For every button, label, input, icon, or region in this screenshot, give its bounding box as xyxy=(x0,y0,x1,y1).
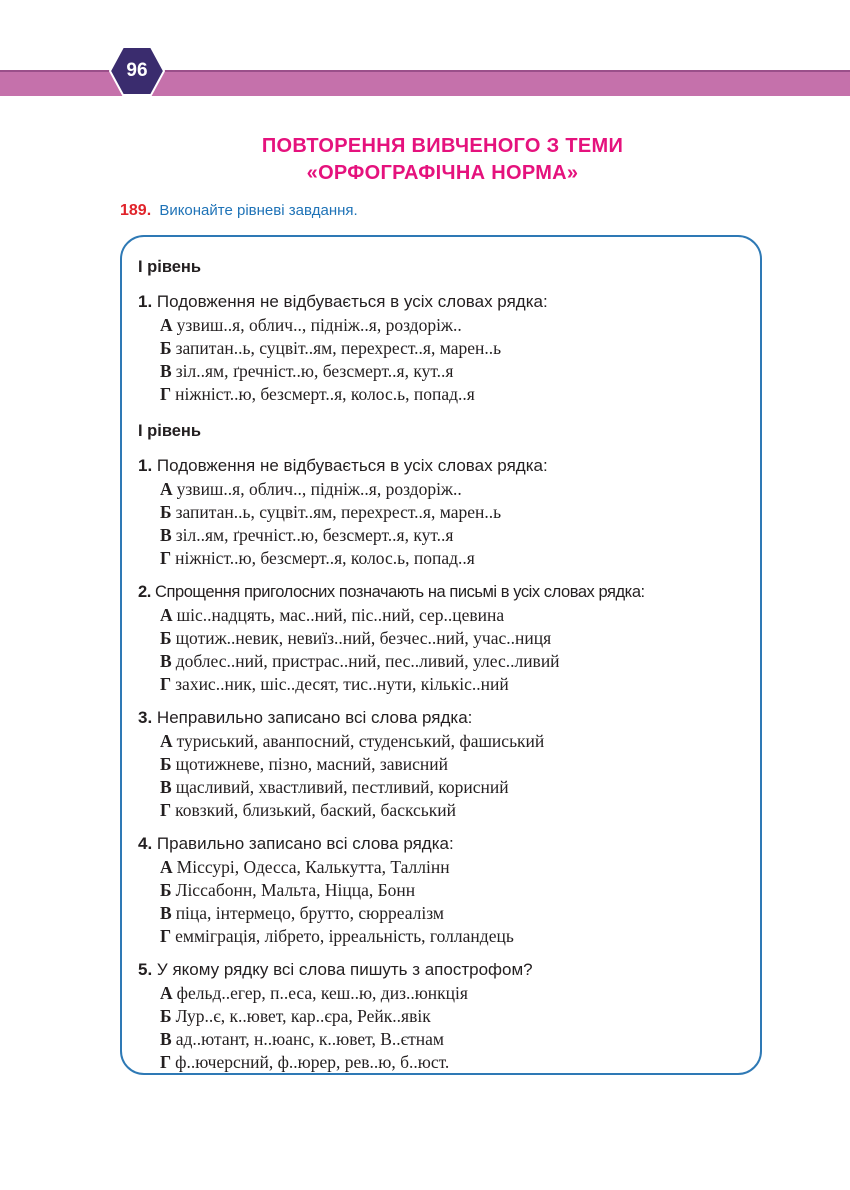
answer-option xyxy=(160,730,758,753)
option-letter: Б xyxy=(160,1006,172,1026)
option-letter: Г xyxy=(160,548,172,568)
level-block xyxy=(138,416,758,1074)
answer-option xyxy=(160,337,758,360)
question xyxy=(138,706,758,730)
answer-option xyxy=(160,1005,758,1028)
option-text: ковзкий, близький, баский, баскський xyxy=(175,800,457,820)
option-text: щасливий, хвастливий, пестливий, корисний xyxy=(175,777,509,797)
option-letter: А xyxy=(160,315,173,335)
option-letter: В xyxy=(160,1029,172,1049)
answer-option xyxy=(160,879,758,902)
answer-option xyxy=(160,524,758,547)
answer-option xyxy=(160,925,758,948)
option-text: фельд..егер, п..еса, кеш..ю, диз..юнкція xyxy=(176,983,468,1003)
question-number: 1. xyxy=(138,456,153,475)
option-text: захис..ник, шіс..десят, тис..нути, кількіс..ний xyxy=(175,674,509,694)
option-text: щотижневе, пізно, масний, зависний xyxy=(175,754,448,774)
option-letter: Г xyxy=(160,1052,172,1072)
option-letter: Б xyxy=(160,880,172,900)
option-letter: Б xyxy=(160,338,172,358)
question-number: 5. xyxy=(138,960,153,979)
option-letter: Г xyxy=(160,926,172,946)
option-text: узвиш..я, облич.., підніж..я, роздоріж.. xyxy=(176,315,462,335)
answer-option xyxy=(160,360,758,383)
option-letter: Г xyxy=(160,384,172,404)
option-text: ніжніст..ю, безсмерт..я, колос.ь, попад..я xyxy=(175,548,475,568)
option-text: ад..ютант, н..юанс, к..ювет, В..єтнам xyxy=(175,1029,444,1049)
answer-option xyxy=(160,673,758,696)
answer-option xyxy=(160,753,758,776)
option-text: ф..ючерсний, ф..юрер, рев..ю, б..юст. xyxy=(175,1052,450,1072)
task-content xyxy=(138,252,758,1084)
answer-option xyxy=(160,799,758,822)
option-text: піца, інтермецо, брутто, сюрреалізм xyxy=(175,903,444,923)
question-number: 1. xyxy=(138,292,153,311)
option-text: зіл..ям, ґречніст..ю, безсмерт..я, кут..я xyxy=(175,525,454,545)
answer-option xyxy=(160,383,758,406)
option-text: Ліссабонн, Мальта, Ніцца, Бонн xyxy=(175,880,416,900)
question-text: Подовження не відбувається в усіх словах рядка: xyxy=(156,292,548,311)
option-text: щотиж..невик, невиїз..ний, безчес..ний, учас..ниця xyxy=(175,628,552,648)
answer-option xyxy=(160,547,758,570)
option-letter: А xyxy=(160,731,173,751)
page-title xyxy=(0,133,850,187)
option-text: узвиш..я, облич.., підніж..я, роздоріж.. xyxy=(176,479,462,499)
option-letter: А xyxy=(160,479,173,499)
answer-option xyxy=(160,604,758,627)
question xyxy=(138,580,758,604)
option-letter: А xyxy=(160,605,173,625)
option-letter: А xyxy=(160,983,173,1003)
option-text: емміграція, лібрето, ірреальність, голландець xyxy=(175,926,514,946)
exercise-number: 189. xyxy=(120,202,152,219)
question xyxy=(138,958,758,982)
page-title-line-2: «ОРФОГРАФІЧНА НОРМА» xyxy=(306,162,579,184)
exercise-header xyxy=(120,202,358,220)
answer-option xyxy=(160,501,758,524)
option-letter: В xyxy=(160,777,172,797)
page-number-badge xyxy=(109,46,165,96)
answer-options xyxy=(160,604,758,696)
option-letter: В xyxy=(160,651,172,671)
question-number: 4. xyxy=(138,834,153,853)
page-number: 96 xyxy=(126,60,148,81)
option-letter: А xyxy=(160,857,173,877)
answer-options xyxy=(160,730,758,822)
question-text: Правильно записано всі слова рядка: xyxy=(156,834,454,853)
answer-option xyxy=(160,314,758,337)
question-number: 2. xyxy=(138,583,151,601)
answer-option xyxy=(160,982,758,1005)
option-text: шіс..надцять, мас..ний, піс..ний, сер..цевина xyxy=(176,605,505,625)
option-text: доблес..ний, пристрас..ний, пес..ливий, улес..ливий xyxy=(175,651,560,671)
answer-options xyxy=(160,478,758,570)
option-text: Міссурі, Одесса, Калькутта, Таллінн xyxy=(176,857,450,877)
question xyxy=(138,454,758,478)
answer-option xyxy=(160,776,758,799)
answer-options xyxy=(160,982,758,1074)
option-letter: В xyxy=(160,903,172,923)
level-block xyxy=(138,252,758,406)
answer-option xyxy=(160,902,758,925)
question xyxy=(138,290,758,314)
option-letter: Б xyxy=(160,628,172,648)
option-text: запитан..ь, суцвіт..ям, перехрест..я, марен..ь xyxy=(175,338,502,358)
exercise-instruction: Виконайте рівневі завдання. xyxy=(159,202,358,219)
option-text: ніжніст..ю, безсмерт..я, колос.ь, попад..я xyxy=(175,384,475,404)
level-heading: І рівень xyxy=(138,258,202,276)
answer-option xyxy=(160,650,758,673)
option-text: зіл..ям, ґречніст..ю, безсмерт..я, кут..я xyxy=(175,361,454,381)
question-number: 3. xyxy=(138,708,153,727)
option-text: туриський, аванпосний, студенський, фашиський xyxy=(176,731,545,751)
answer-option xyxy=(160,627,758,650)
question-text: Неправильно записано всі слова рядка: xyxy=(156,708,473,727)
option-text: запитан..ь, суцвіт..ям, перехрест..я, марен..ь xyxy=(175,502,502,522)
answer-option xyxy=(160,1051,758,1074)
option-letter: В xyxy=(160,361,172,381)
question-text: Спрощення приголосних позначають на письмі в усіх словах рядка: xyxy=(155,583,645,601)
answer-option xyxy=(160,856,758,879)
option-letter: В xyxy=(160,525,172,545)
option-text: Лур..є, к..ювет, кар..єра, Рейк..явік xyxy=(175,1006,431,1026)
answer-options xyxy=(160,856,758,948)
question-text: У якому рядку всі слова пишуть з апострофом? xyxy=(156,960,533,979)
question-text: Подовження не відбувається в усіх словах рядка: xyxy=(156,456,548,475)
option-letter: Г xyxy=(160,674,172,694)
question xyxy=(138,832,758,856)
level-heading: І рівень xyxy=(138,422,202,440)
answer-option xyxy=(160,1028,758,1051)
page-title-line-1: ПОВТОРЕННЯ ВИВЧЕНОГО З ТЕМИ xyxy=(261,135,624,157)
option-letter: Б xyxy=(160,502,172,522)
answer-options xyxy=(160,314,758,406)
option-letter: Г xyxy=(160,800,172,820)
option-letter: Б xyxy=(160,754,172,774)
answer-option xyxy=(160,478,758,501)
